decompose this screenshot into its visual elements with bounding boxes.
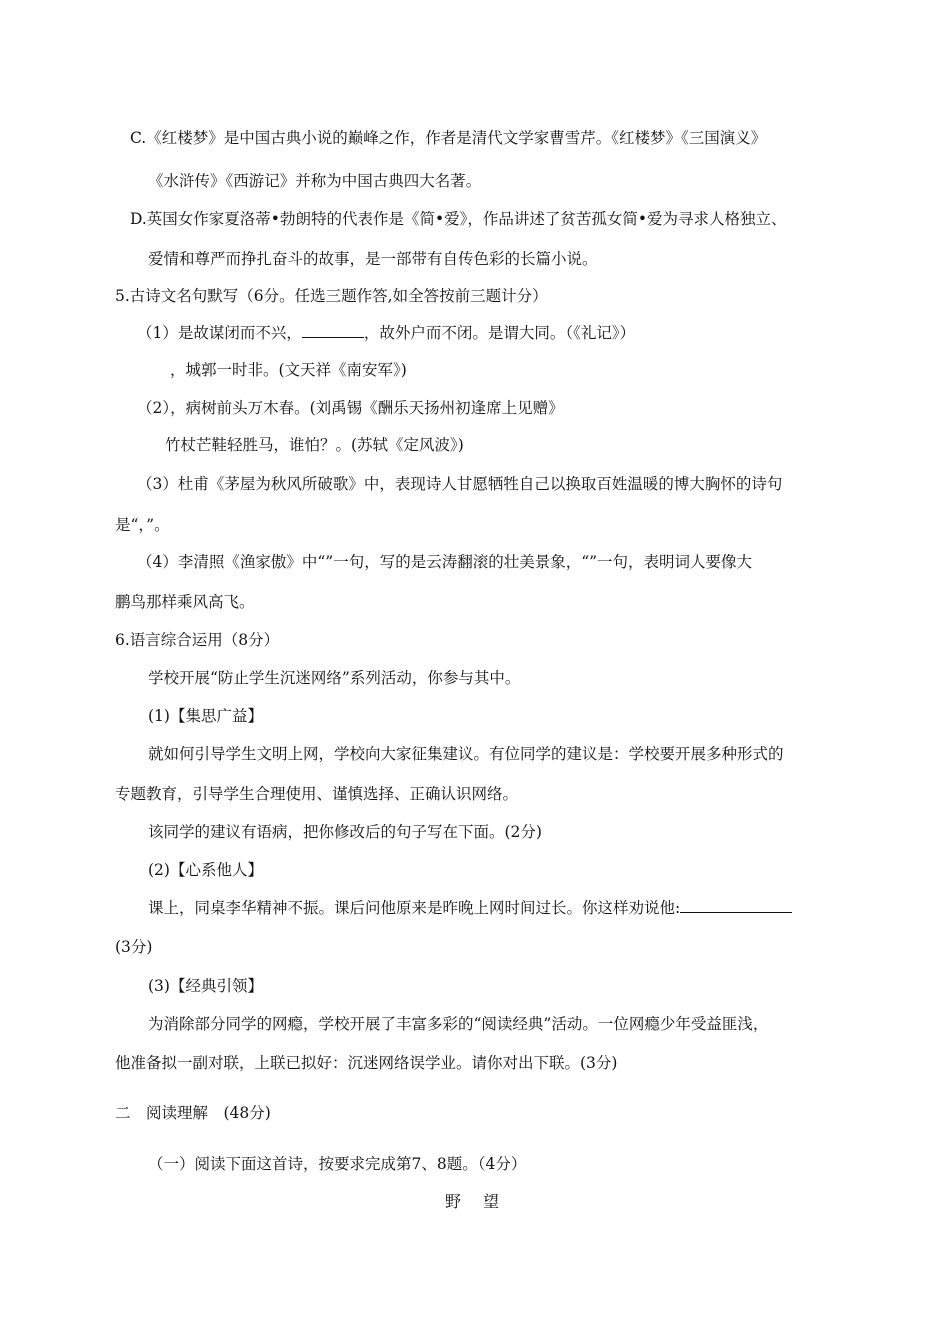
- part-1-title: (1)【集思广益】: [148, 707, 263, 725]
- question-5-item-1b: ，城郭一时非。(文天祥《南安军》): [170, 361, 407, 379]
- question-6-intro: 学校开展“防止学生沉迷网络”系列活动，你参与其中。: [148, 669, 521, 687]
- part-2-title: (2)【心系他人】: [148, 861, 263, 879]
- part-3-text-a: 为消除部分同学的网瘾，学校开展了丰富多彩的“阅读经典”活动。一位网瘾少年受益匪浅，: [148, 1015, 769, 1033]
- option-d-line-2: 爱情和尊严而挣扎奋斗的故事，是一部带有自传色彩的长篇小说。: [148, 250, 598, 268]
- option-c-line-2: 《水浒传》《西游记》并称为中国古典四大名著。: [148, 172, 482, 190]
- section-2-sub-1: （一）阅读下面这首诗，按要求完成第7、8题。（4分）: [148, 1155, 527, 1173]
- question-5-item-3a: （3）杜甫《茅屋为秋风所破歌》中，表现诗人甘愿牺牲自己以换取百姓温暖的博大胸怀的诗句: [137, 475, 783, 493]
- part-2-text-b: (3分): [115, 938, 153, 956]
- question-5-heading: 5.古诗文名句默写（6分。任选三题作答,如全答按前三题计分）: [115, 287, 548, 305]
- question-6-heading: 6.语言综合运用（8分）: [115, 631, 280, 649]
- section-2-heading: 二 阅读理解 (48分): [115, 1104, 271, 1122]
- part-3-title: (3)【经典引领】: [148, 977, 263, 995]
- question-5-item-1a: [137, 323, 635, 343]
- option-c-line-1: C.《红楼梦》是中国古典小说的巅峰之作，作者是清代文学家曹雪芹。《红楼梦》《三国演义》: [130, 129, 767, 147]
- question-5-item-3b: 是“，”。: [115, 516, 170, 534]
- option-d-line-1: D.英国女作家夏洛蒂•勃朗特的代表作是《简•爱》，作品讲述了贫苦孤女简•爱为寻求人格独立、: [130, 210, 787, 228]
- answer-blank[interactable]: [302, 323, 364, 338]
- answer-blank[interactable]: [680, 898, 792, 913]
- part-1-task: 该同学的建议有语病，把你修改后的句子写在下面。(2分): [148, 823, 542, 841]
- part-3-text-b: 他准备拟一副对联，上联已拟好：沉迷网络误学业。请你对出下联。(3分): [115, 1054, 618, 1072]
- item-1a-suffix: ，故外户而不闭。是谓大同。（《礼记》）: [363, 324, 636, 342]
- part-2-text: 课上，同桌李华精神不振。课后问他原来是昨晚上网时间过长。你这样劝说他:: [148, 899, 681, 917]
- question-5-item-4a: （4）李清照《渔家傲》中“”一句，写的是云涛翻滚的壮美景象，“”一句，表明词人要像大: [137, 553, 753, 571]
- question-5-item-2b: 竹杖芒鞋轻胜马，谁怕？。(苏轼《定风波》): [165, 436, 464, 454]
- item-1a-prefix: （1）是故谋闭而不兴，: [137, 324, 302, 342]
- question-5-item-4b: 鹏鸟那样乘风高飞。: [115, 593, 255, 611]
- part-2-text-a: [148, 898, 792, 918]
- part-1-text-a: 就如何引导学生文明上网，学校向大家征集建议。有位同学的建议是：学校要开展多种形式的: [148, 745, 784, 763]
- poem-title: 野望: [445, 1192, 522, 1211]
- question-5-item-2a: （2），病树前头万木春。(刘禹锡《酬乐天扬州初逢席上见赠》: [137, 399, 564, 417]
- part-1-text-b: 专题教育，引导学生合理使用、谨慎选择、正确认识网络。: [115, 785, 519, 803]
